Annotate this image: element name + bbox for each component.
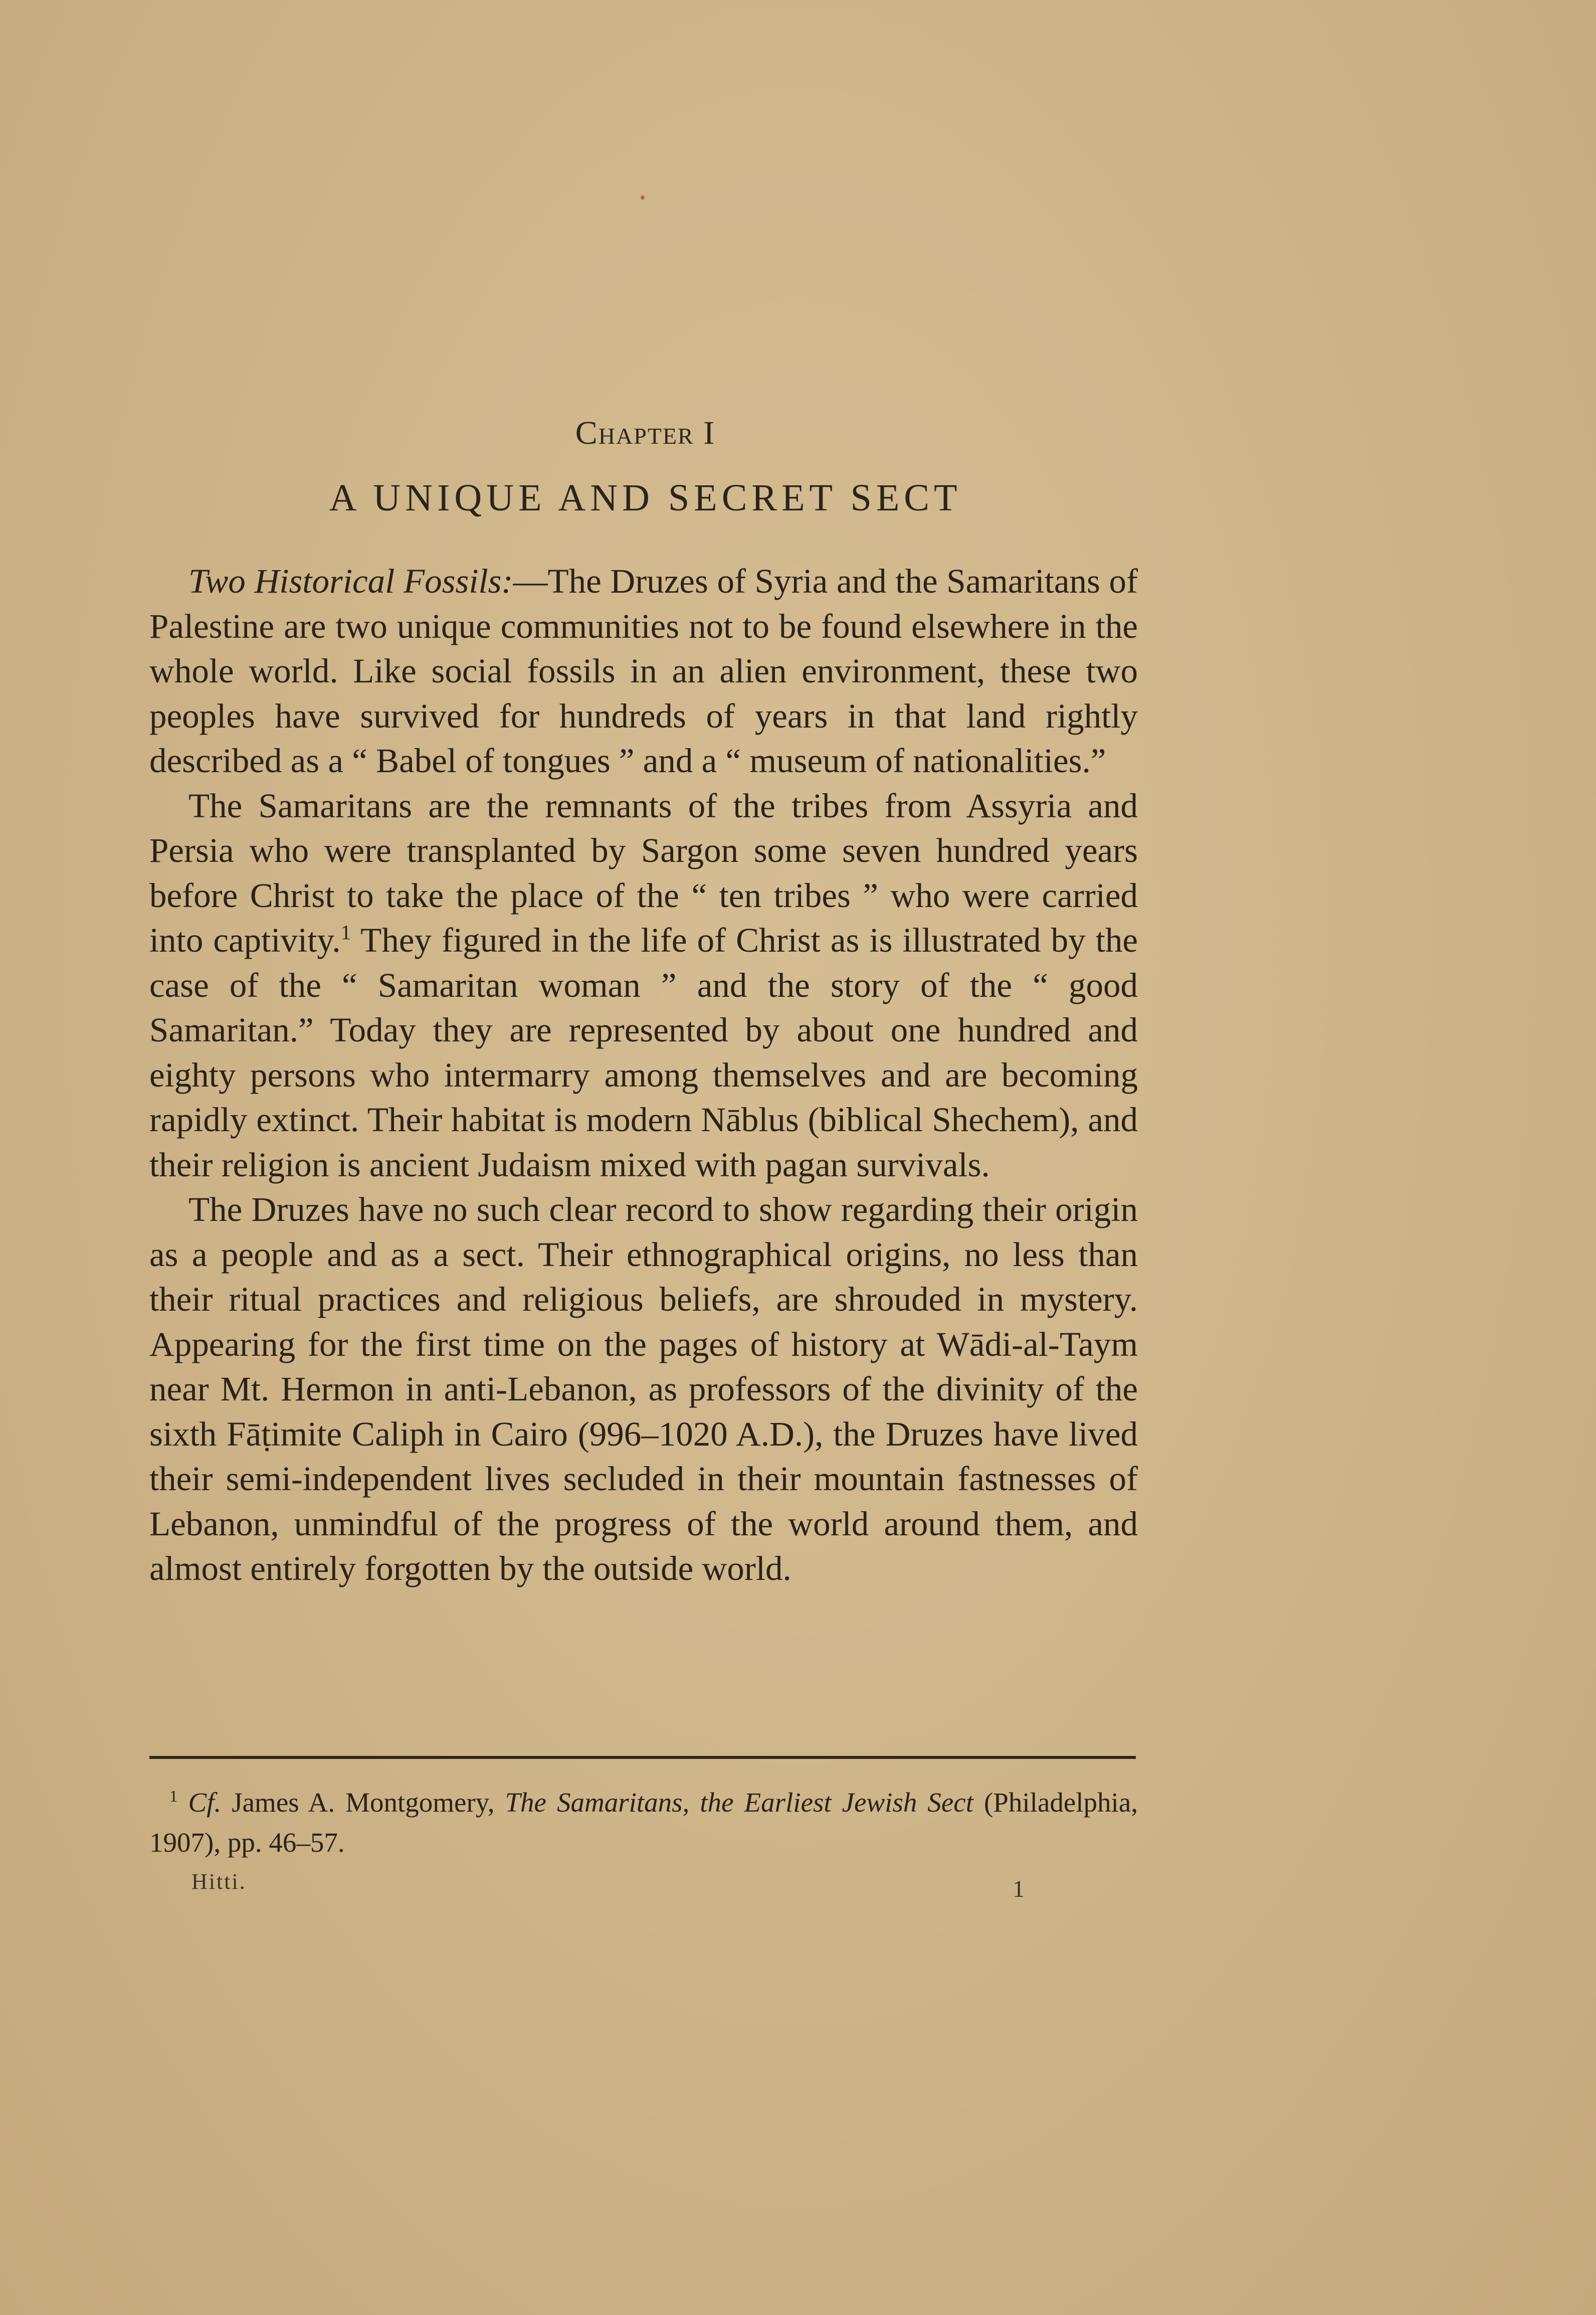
chapter-title: A UNIQUE AND SECRET SECT: [329, 477, 962, 519]
chapter-body: [149, 559, 1138, 1591]
paragraph-1: [149, 559, 1138, 784]
footnote-work-title: The Samaritans, the Earliest Jewish Sect: [505, 1787, 973, 1818]
paragraph-3: The Druzes have no such clear record to show regarding their origin as a people and as a sect. Their ethnographical origins, no less than their ritual practices and religious beliefs, are shrouded in mystery. Appearing for the first time on the pages of history at Wādi-al-Taym near Mt. Hermon in anti-Lebanon, as professors of the divinity of the sixth Fāṭimite Caliph in Cairo (996–1020 A.D.), the Druzes have lived their semi-independent lives secluded in their mountain fastnesses of Lebanon, unmindful of the progress of the world around them, and almost entirely forgotten by the outside world.: [149, 1190, 1138, 1587]
paragraph-2-text-a: The Samaritans are the remnants of the tribes from Assyria and Persia who were transplanted by Sargon some seven hundred years before Christ to take the place of the “ ten tribes ” who were carried into captivity.: [149, 786, 1138, 959]
footnote-author: James A. Montgomery,: [221, 1787, 505, 1818]
page-number: 1: [1013, 1876, 1025, 1902]
footnote-marker: 1: [169, 1788, 178, 1806]
footnote-reference: 1: [340, 921, 351, 944]
paragraph-2-text-b: They figured in the life of Christ as is illustrated by the case of the “ Samaritan woman ” and the story of the “ good Samaritan.” Today they are represented by about one hundred and eighty persons who intermarry among themselves and are becoming rapidly extinct. Their habitat is modern Nāblus (biblical Shechem), and their religion is ancient Judaism mixed with pagan survivals.: [149, 921, 1138, 1184]
footnote-text: [149, 1783, 1138, 1863]
footnote-publication: (Philadelphia, 1907), pp. 46–57.: [149, 1787, 1138, 1858]
paper-blemish: [641, 196, 645, 200]
section-heading: Two Historical Fossils:: [188, 562, 513, 600]
footnote: [149, 1783, 1138, 1863]
paragraph-2: [149, 784, 1138, 1188]
printer-signature-mark: Hitti.: [191, 1869, 247, 1894]
paragraph-1-text: —The Druzes of Syria and the Samaritans of Palestine are two unique communities not to be found elsewhere in the whole world. Like social fossils in an alien environment, these two peoples have survived for hundreds of years in that land rightly described as a “ Babel of tongues ” and a “ museum of nationalities.”: [149, 562, 1138, 780]
chapter-number: Chapter I: [575, 415, 716, 451]
footnote-divider: [149, 1756, 1136, 1759]
footnote-cf: Cf.: [188, 1787, 222, 1818]
